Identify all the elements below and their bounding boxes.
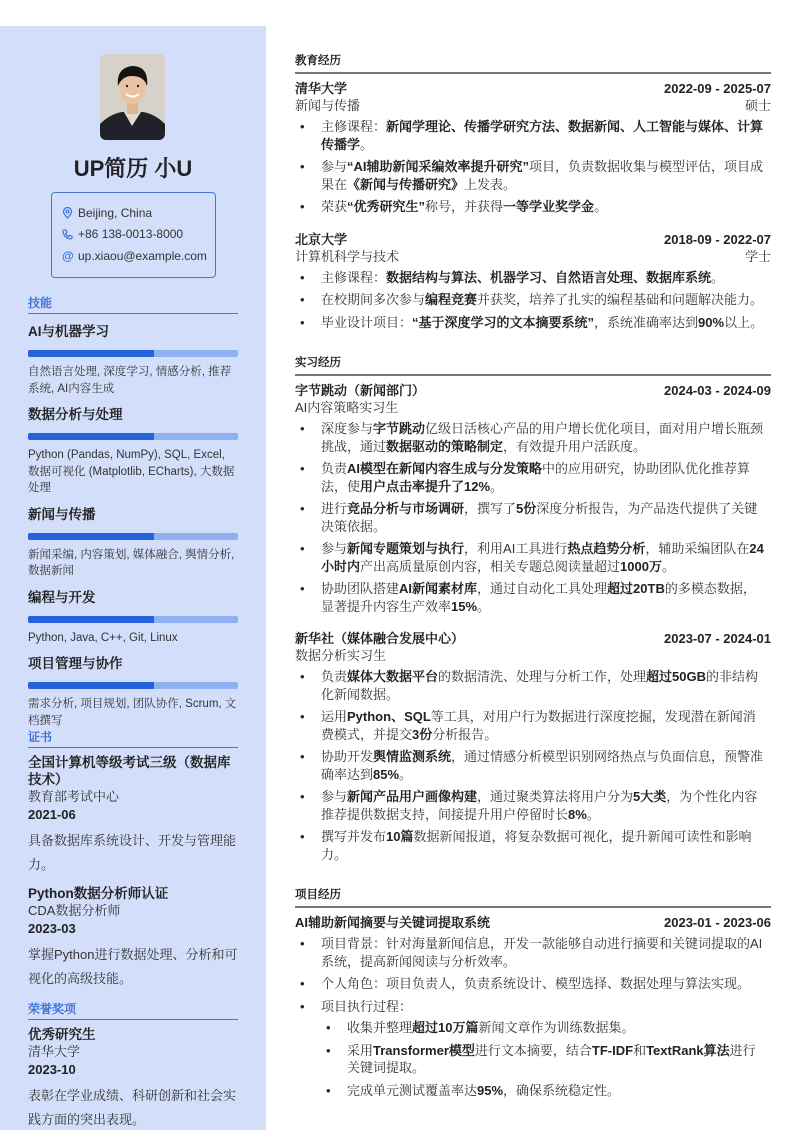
skill-desc: 新闻采编, 内容策划, 媒体融合, 舆情分析, 数据新闻 xyxy=(28,548,235,577)
bullet-item: • 主修课程：新闻学理论、传播学研究方法、数据新闻、人工智能与媒体、计算传播学。 xyxy=(321,118,771,153)
skill-desc: 自然语言处理, 深度学习, 情感分析, 推荐系统, AI内容生成 xyxy=(28,366,232,395)
award-desc: 表彰在学业成绩、科研创新和社会实践方面的突出表现。 xyxy=(28,1088,237,1127)
award-org: 清华大学 xyxy=(28,1044,81,1059)
school-name: 清华大学 xyxy=(295,81,348,96)
degree: 学士 xyxy=(744,248,771,264)
degree: 硕士 xyxy=(744,98,771,113)
bullet-list xyxy=(295,935,771,1099)
certificate-date: 2021-06 xyxy=(28,807,76,822)
skill-name: AI与机器学习 xyxy=(28,324,109,339)
skill-bar xyxy=(28,616,238,623)
skill-desc: Python (Pandas, NumPy), SQL, Excel, 数据可视化 (Matplotlib, ECharts), 大数据处理 xyxy=(28,449,235,494)
projects-title: 项目经历 xyxy=(295,886,771,908)
project-name: AI辅助新闻摘要与关键词提取系统 xyxy=(295,915,491,930)
certificates-title: 证书 xyxy=(28,728,238,748)
entry-dates: 2018-09 - 2022-07 xyxy=(664,231,771,247)
certificate-desc: 掌握Python进行数据处理、分析和可视化的高级技能。 xyxy=(28,947,238,986)
bullet-item: • 参与新闻专题策划与执行，利用AI工具进行热点趋势分析，辅助采编团队在24小时内产出高质量原创内容，相关专题总阅读量超过1000万。 xyxy=(321,540,771,575)
bullet-item: • 项目执行过程： • 收集并整理超过10万篇新闻文章作为训练数据集。 • 采用Transformer模型进行文本摘要，结合TF-IDF和TextRank算法进行关键词提取。 • 完成单元测试覆盖率达95%，确保系统稳定性。 xyxy=(321,998,771,1100)
skill-bar xyxy=(28,682,238,689)
certificate-date: 2023-03 xyxy=(28,921,76,936)
certificate-name: 全国计算机等级考试三级（数据库技术） xyxy=(28,755,231,787)
bullet-item: • 深度参与字节跳动亿级日活核心产品的用户增长优化项目，面对用户增长瓶颈挑战，通过数据驱动的策略制定，有效提升用户活跃度。 xyxy=(321,420,771,455)
role: AI内容策略实习生 xyxy=(295,400,399,415)
main-content xyxy=(295,52,771,1104)
skill-item xyxy=(28,586,238,647)
contact-location xyxy=(62,202,215,224)
skill-item xyxy=(28,503,238,580)
education-title: 教育经历 xyxy=(295,52,771,74)
skill-desc: 需求分析, 项目规划, 团队协作, Scrum, 文档撰写 xyxy=(28,698,237,727)
school-name: 北京大学 xyxy=(295,231,348,247)
certificate-item xyxy=(28,754,238,877)
skills-title: 技能 xyxy=(28,294,238,314)
skill-bar xyxy=(28,433,238,440)
bullet-item: • 负责媒体大数据平台的数据清洗、处理与分析工作，处理超过50GB的非结构化新闻数据。 xyxy=(321,668,771,703)
bullet-list xyxy=(295,118,771,216)
contact-box xyxy=(51,192,216,278)
entry-dates: 2022-09 - 2025-07 xyxy=(664,81,771,96)
bullet-list xyxy=(295,668,771,863)
certificate-org: CDA数据分析师 xyxy=(28,903,121,918)
skill-bar xyxy=(28,533,238,540)
phone-icon xyxy=(62,229,78,240)
email-text[interactable]: up.xiaou@example.com xyxy=(78,248,207,263)
internship-entry xyxy=(295,382,771,615)
skill-bar xyxy=(28,350,238,357)
skill-name: 新闻与传播 xyxy=(28,506,96,522)
bullet-item: • 毕业设计项目：“基于深度学习的文本摘要系统”，系统准确率达到90%以上。 xyxy=(321,314,771,332)
sub-bullet-item: • 采用Transformer模型进行文本摘要，结合TF-IDF和TextRank算法进行关键词提取。 xyxy=(347,1042,767,1077)
skill-name: 数据分析与处理 xyxy=(28,407,123,422)
major: 新闻与传播 xyxy=(295,98,361,113)
skills-section xyxy=(28,294,238,735)
profile-photo xyxy=(100,54,165,140)
skill-name: 编程与开发 xyxy=(28,589,96,605)
contact-email xyxy=(62,245,215,267)
company-name: 字节跳动（新闻部门） xyxy=(295,383,426,398)
sidebar xyxy=(0,26,266,1130)
location-text: Beijing, China xyxy=(78,205,153,220)
bullet-list xyxy=(295,420,771,615)
bullet-item: • 参与“AI辅助新闻采编效率提升研究”项目，负责数据收集与模型评估，项目成果在《新闻与传播研究》上发表。 xyxy=(321,158,771,193)
role: 数据分析实习生 xyxy=(295,648,387,663)
bullet-item: • 进行竞品分析与市场调研，撰写了5份深度分析报告，为产品迭代提供了关键决策依据。 xyxy=(321,500,771,535)
education-entry xyxy=(295,80,771,216)
bullet-item: • 在校期间多次参与编程竞赛并获奖，培养了扎实的编程基础和问题解决能力。 xyxy=(321,291,771,309)
skill-desc: Python, Java, C++, Git, Linux xyxy=(28,631,178,644)
certificate-desc: 具备数据库系统设计、开发与管理能力。 xyxy=(28,833,237,872)
internships-title: 实习经历 xyxy=(295,354,771,376)
awards-title: 荣誉奖项 xyxy=(28,1000,238,1020)
sub-bullet-list xyxy=(321,1019,767,1099)
bullet-item: • 个人角色：项目负责人，负责系统设计、模型选择、数据处理与算法实现。 xyxy=(321,975,771,993)
skill-item xyxy=(28,403,238,497)
bullet-item: • 协助开发舆情监测系统，通过情感分析模型识别网络热点与负面信息，预警准确率达到85%。 xyxy=(321,748,771,783)
sub-bullet-item: • 完成单元测试覆盖率达95%，确保系统稳定性。 xyxy=(347,1082,767,1100)
awards-section xyxy=(28,1000,238,1140)
map-pin-icon xyxy=(62,207,78,219)
at-sign-icon: @ xyxy=(62,248,74,263)
entry-dates: 2024-03 - 2024-09 xyxy=(664,383,771,398)
candidate-name: UP简历 小U xyxy=(73,156,193,181)
certificate-name: Python数据分析师认证 xyxy=(28,886,169,901)
award-name: 优秀研究生 xyxy=(28,1027,96,1042)
project-entry xyxy=(295,914,771,1099)
sub-bullet-item: • 收集并整理超过10万篇新闻文章作为训练数据集。 xyxy=(347,1019,767,1037)
bullet-item: • 荣获“优秀研究生”称号，并获得一等学业奖学金。 xyxy=(321,198,771,216)
certificate-org: 教育部考试中心 xyxy=(28,789,120,804)
contact-phone xyxy=(62,224,215,246)
education-entry xyxy=(295,231,771,332)
bullet-item: • 运用Python、SQL等工具，对用户行为数据进行深度挖掘，发现潜在新闻消费模式，并提交3份分析报告。 xyxy=(321,708,771,743)
award-date: 2023-10 xyxy=(28,1062,76,1077)
internship-entry xyxy=(295,630,771,863)
bullet-item: • 撰写并发布10篇数据新闻报道，将复杂数据可视化，提升新闻可读性和影响力。 xyxy=(321,828,771,863)
major: 计算机科学与技术 xyxy=(295,248,400,264)
bullet-item: • 主修课程：数据结构与算法、机器学习、自然语言处理、数据库系统。 xyxy=(321,269,771,287)
skill-name: 项目管理与协作 xyxy=(28,656,123,671)
skill-item xyxy=(28,320,238,397)
company-name: 新华社（媒体融合发展中心） xyxy=(295,631,465,646)
bullet-list xyxy=(295,269,771,332)
bullet-item: • 参与新闻产品用户画像构建，通过聚类算法将用户分为5大类，为个性化内容推荐提供数据支持，间接提升用户停留时长8%。 xyxy=(321,788,771,823)
skill-item xyxy=(28,652,238,729)
bullet-item: • 项目背景：针对海量新闻信息，开发一款能够自动进行摘要和关键词提取的AI系统，提高新闻阅读与分析效率。 xyxy=(321,935,771,970)
award-item xyxy=(28,1026,238,1132)
entry-dates: 2023-07 - 2024-01 xyxy=(664,631,771,646)
entry-dates: 2023-01 - 2023-06 xyxy=(664,915,771,930)
bullet-item: • 负责AI模型在新闻内容生成与分发策略中的应用研究，协助团队优化推荐算法，使用户点击率提升了12%。 xyxy=(321,460,771,495)
certificate-item xyxy=(28,885,238,991)
phone-text[interactable]: +86 138-0013-8000 xyxy=(78,227,184,242)
bullet-item: • 协助团队搭建AI新闻素材库，通过自动化工具处理超过20TB的多模态数据，显著提升内容生产效率15%。 xyxy=(321,580,771,615)
certificates-section xyxy=(28,728,238,999)
